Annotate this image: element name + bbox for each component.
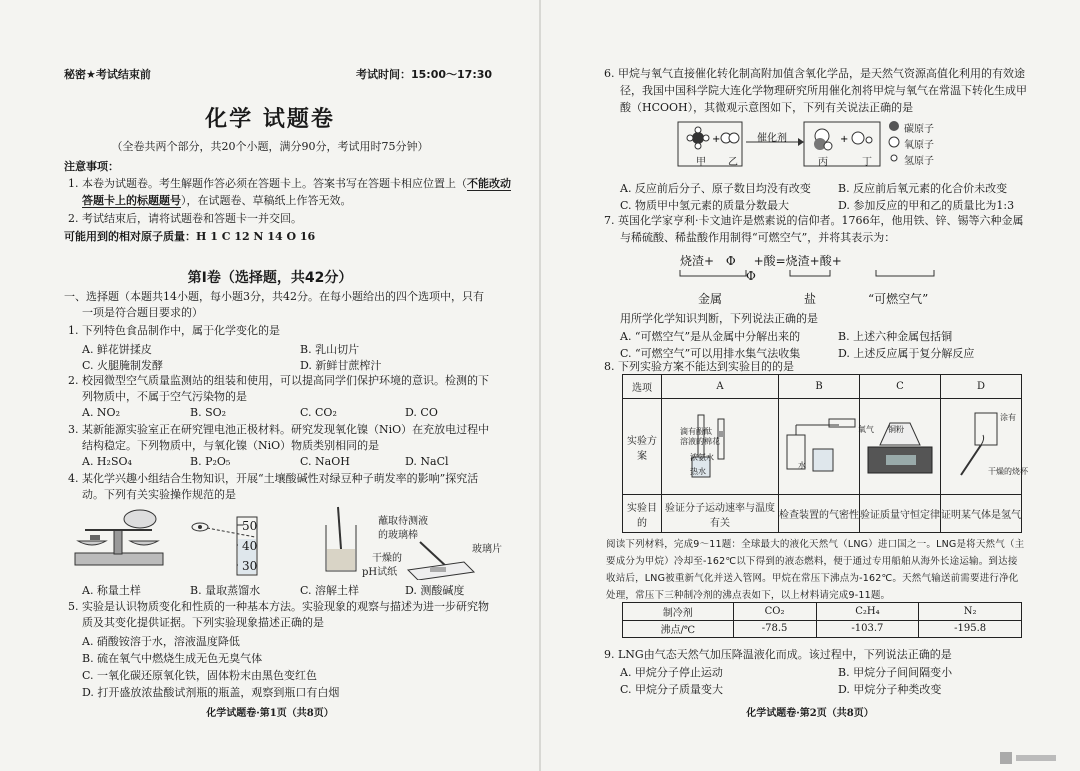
q3-option-b: B. P₂O₅ (190, 455, 231, 468)
label-glass-rod: 的玻璃棒 (378, 530, 418, 541)
page-footer-2: 化学试题卷·第2页（共8页） (746, 708, 874, 719)
q9-option-c: C. 甲烷分子质量变大 (620, 683, 724, 696)
q1-option-b: B. 乳山切片 (300, 343, 360, 356)
question-7-prompt: 用所学化学知识判断，下列说法正确的是 (620, 312, 818, 325)
q2-option-b: B. SO₂ (190, 406, 227, 419)
svg-text:+: + (712, 134, 721, 145)
svg-text:+: + (840, 134, 849, 145)
label-dip-liquid: 蘸取待测液 (378, 516, 428, 527)
q1-option-d: D. 新鲜甘蔗榨汁 (300, 359, 382, 372)
label-water: 水 (798, 461, 806, 470)
boiling-c2h4: -103.7 (816, 620, 919, 638)
label-flammable-air: “可燃空气” (868, 292, 929, 306)
cylinder-mark-30: 30 (242, 559, 258, 573)
label-cotton: 溶液的棉花 (680, 437, 720, 446)
label-oxygen: 氧气 (858, 425, 874, 434)
question-2: 2. 校园微型空气质量监测站的组装和使用，可以提高同学们保护环境的意识。检测的下 (68, 374, 489, 387)
formula-brackets (678, 268, 938, 290)
reading-passage: 阅读下列材料，完成9～11题：全球最大的液化天然气（LNG）进口国之一。LNG是将天然气（主要成分为甲烷）冷却至-162℃以下得到的液态燃料，便于通过专用船舶从海外长途运输。到达接收站后，LNG被重新气化并送入管网。甲烷在常压下沸点为-162℃。天然气输送前需要进行净化处理，常压下三种制冷剂的沸点表如下，以上材料请完成9-11题。 (606, 539, 1025, 601)
question-6-cont: 径，我国中国科学院大连化学物理研究所用催化剂将甲烷与氧气在常温下转化生成甲 (620, 84, 1027, 97)
question-7-cont: 与稀硫酸、稀盐酸作用制得“可燃空气”，并将其表示为： (620, 231, 896, 244)
refrigerant-n2: N₂ (919, 603, 1022, 621)
question-9: 9. LNG由气态天然气加压降温液化而成。该过程中，下列说法正确的是 (604, 648, 952, 661)
legend-carbon: 碳原子 (904, 124, 934, 135)
label-glass-slide: 玻璃片 (472, 544, 502, 555)
boiling-co2: -78.5 (733, 620, 816, 638)
question-6: 6. 甲烷与氧气直接催化转化制高附加值含氧化学品，是天然气资源高值化利用的有效途 (604, 67, 1025, 80)
table-header-a: A (662, 375, 779, 399)
question-2-cont: 列物质中，不属于空气污染物的是 (82, 390, 247, 403)
notes-title: 注意事项： (64, 160, 119, 173)
refrigerant-c2h4: C₂H₄ (816, 603, 919, 621)
table-row-goal-label: 实验目的 (623, 495, 662, 533)
q7-option-d: D. 上述反应属于复分解反应 (838, 347, 975, 360)
label-hot-water: 热水 (690, 467, 706, 476)
balance-scale-figure (70, 505, 170, 575)
table-row-plan-label: 实验方案 (623, 399, 662, 495)
q7-option-a: A. “可燃空气”是从金属中分解出来的 (620, 330, 801, 343)
question-6-cont2: 酸（HCOOH），其微观示意图如下，下列有关说法正确的是 (620, 101, 914, 114)
q5-option-c: C. 一氧化碳还原氧化铁，固体粉末由黑色变红色 (82, 669, 318, 682)
q5-option-d: D. 打开盛放浓盐酸试剂瓶的瓶盖，观察到瓶口有白烟 (82, 686, 340, 699)
table-header-d: D (941, 375, 1022, 399)
q5-option-b: B. 硫在氧气中燃烧生成无色无臭气体 (82, 652, 263, 665)
label-phenolphthalein: 滴有酚酞 (680, 427, 712, 436)
section-intro: 一、选择题（本题共14小题，每小题3分，共42分。在每小题给出的四个选项中，只有 (64, 290, 484, 303)
refrigerant-co2: CO₂ (733, 603, 816, 621)
cavendish-formula: 烧渣+ Φ +酸=烧渣+酸+ Φ (680, 254, 842, 283)
q3-option-a: A. H₂SO₄ (82, 455, 132, 468)
experiment-table (622, 374, 1022, 533)
q2-option-c: C. CO₂ (300, 406, 337, 419)
ph-test-figure (400, 540, 480, 580)
exam-subtitle: （全卷共两个部分，共20个小题，满分90分，考试用时75分钟） (111, 140, 429, 153)
q5-option-a: A. 硝酸铵溶于水，溶液温度降低 (82, 635, 240, 648)
q9-option-a: A. 甲烷分子停止运动 (620, 666, 723, 679)
q4-option-b: B. 量取蒸馏水 (190, 584, 261, 597)
atomic-masses: 可能用到的相对原子质量：H 1 C 12 N 14 O 16 (64, 230, 316, 243)
catalyst-label: 催化剂 (757, 133, 787, 144)
plan-cell-b (779, 399, 860, 495)
q3-option-c: C. NaOH (300, 455, 350, 468)
q6-option-d: D. 参加反应的甲和乙的质量比为1:3 (838, 199, 1015, 212)
label-ammonia: 浓氨水 (690, 453, 714, 462)
q2-option-d: D. CO (405, 406, 438, 419)
reactant-jia: 甲 (696, 157, 706, 168)
q1-option-a: A. 鲜花饼揉皮 (82, 343, 152, 356)
refrigerant-header: 制冷剂 (623, 603, 734, 621)
table-header-option: 选项 (623, 375, 662, 399)
question-1: 1. 下列特色食品制作中，属于化学变化的是 (68, 324, 280, 337)
label-dry: 干燥的 (372, 553, 402, 564)
legend-oxygen: 氧原子 (904, 140, 934, 151)
question-8: 8. 下列实验方案不能达到实验目的的是 (604, 360, 794, 373)
note-1: 1. 本卷为试题卷。考生解题作答必须在答题卡上。答案书写在答题卡相应位置上（不能改动 (68, 177, 511, 190)
goal-c: 验证质量守恒定律 (860, 495, 941, 533)
label-dry-beaker: 干燥的烧杯 (988, 467, 1028, 476)
atom-legend-icons (888, 120, 900, 170)
table-header-b: B (779, 375, 860, 399)
q9-option-b: B. 甲烷分子间间隔变小 (838, 666, 953, 679)
airtightness-apparatus (779, 405, 859, 485)
confidential-label: 秘密★考试结束前 (64, 68, 151, 81)
exam-time: 考试时间：15:00～17:30 (356, 68, 493, 81)
reactant-yi: 乙 (728, 157, 738, 168)
label-ph-paper: pH试纸 (362, 567, 398, 578)
refrigerant-table (622, 602, 1022, 638)
q7-option-b: B. 上述六种金属包括铜 (838, 330, 953, 343)
scanner-watermark-icon (1000, 752, 1060, 764)
q4-option-d: D. 测酸碱度 (405, 584, 465, 597)
q3-option-d: D. NaCl (405, 455, 449, 468)
label-salt: 盐 (804, 292, 817, 306)
question-4-cont: 动。下列有关实验操作规范的是 (82, 488, 236, 501)
goal-d: 证明某气体是氢气 (941, 495, 1022, 533)
question-5-cont: 质及其变化提供证据。下列实验现象描述正确的是 (82, 616, 324, 629)
legend-hydrogen: 氢原子 (904, 156, 934, 167)
label-metal: 金属 (698, 292, 723, 306)
question-3: 3. 某新能源实验室正在研究锂电池正极材料。研究发现氧化镍（NiO）在充放电过程中 (68, 423, 490, 436)
label-coated: 涂有 (1000, 413, 1016, 422)
label-copper: 铜粉 (888, 425, 904, 434)
note-1-cont: 答题卡上的标题题号），在试题卷、草稿纸上作答无效。 (82, 194, 352, 207)
q6-option-b: B. 反应前后氧元素的化合价未改变 (838, 182, 1008, 195)
section-intro-cont: 一项是符合题目要求的） (82, 306, 203, 319)
goal-b: 检查装置的气密性 (779, 495, 860, 533)
mass-conservation-balance (860, 405, 940, 485)
question-3-cont: 结构稳定。下列物质中，与氧化镍（NiO）物质类别相同的是 (82, 439, 380, 452)
question-5: 5. 实验是认识物质变化和性质的一种基本方法。实验现象的观察与描述为进一步研究物 (68, 600, 489, 613)
note-2: 2. 考试结束后，请将试题卷和答题卡一并交回。 (68, 212, 302, 225)
plan-cell-c (860, 399, 941, 495)
question-7: 7. 英国化学家亨利·卡文迪许是燃素说的信仰者。1766年，他用铁、锌、锡等六种金属 (604, 214, 1024, 227)
section-heading: 第Ⅰ卷（选择题，共42分） (187, 270, 353, 286)
goal-a: 验证分子运动速率与温度有关 (662, 495, 779, 533)
q6-option-c: C. 物质甲中氢元素的质量分数最大 (620, 199, 790, 212)
boiling-n2: -195.8 (919, 620, 1022, 638)
product-bing: 丙 (818, 157, 828, 168)
question-4: 4. 某化学兴趣小组结合生物知识，开展“土壤酸碱性对绿豆种子萌发率的影响”探究活 (68, 472, 479, 485)
product-ding: 丁 (862, 157, 872, 168)
dissolving-beaker-figure (318, 505, 363, 577)
page-title: 化学 试题卷 (205, 106, 335, 132)
boiling-point-header: 沸点/℃ (623, 620, 734, 638)
q4-option-c: C. 溶解土样 (300, 584, 360, 597)
q6-option-a: A. 反应前后分子、原子数目均没有改变 (620, 182, 811, 195)
page-footer: 化学试题卷·第1页（共8页） (206, 708, 334, 719)
cylinder-mark-40: 40 (242, 539, 258, 553)
q7-option-c: C. “可燃空气”可以用排水集气法收集 (620, 347, 801, 360)
q4-option-a: A. 称量土样 (82, 584, 141, 597)
q2-option-a: A. NO₂ (82, 406, 120, 419)
cylinder-mark-50: 50 (242, 519, 258, 533)
table-header-c: C (860, 375, 941, 399)
q9-option-d: D. 甲烷分子种类改变 (838, 683, 942, 696)
q1-option-c: C. 火腿腌制发酵 (82, 359, 164, 372)
